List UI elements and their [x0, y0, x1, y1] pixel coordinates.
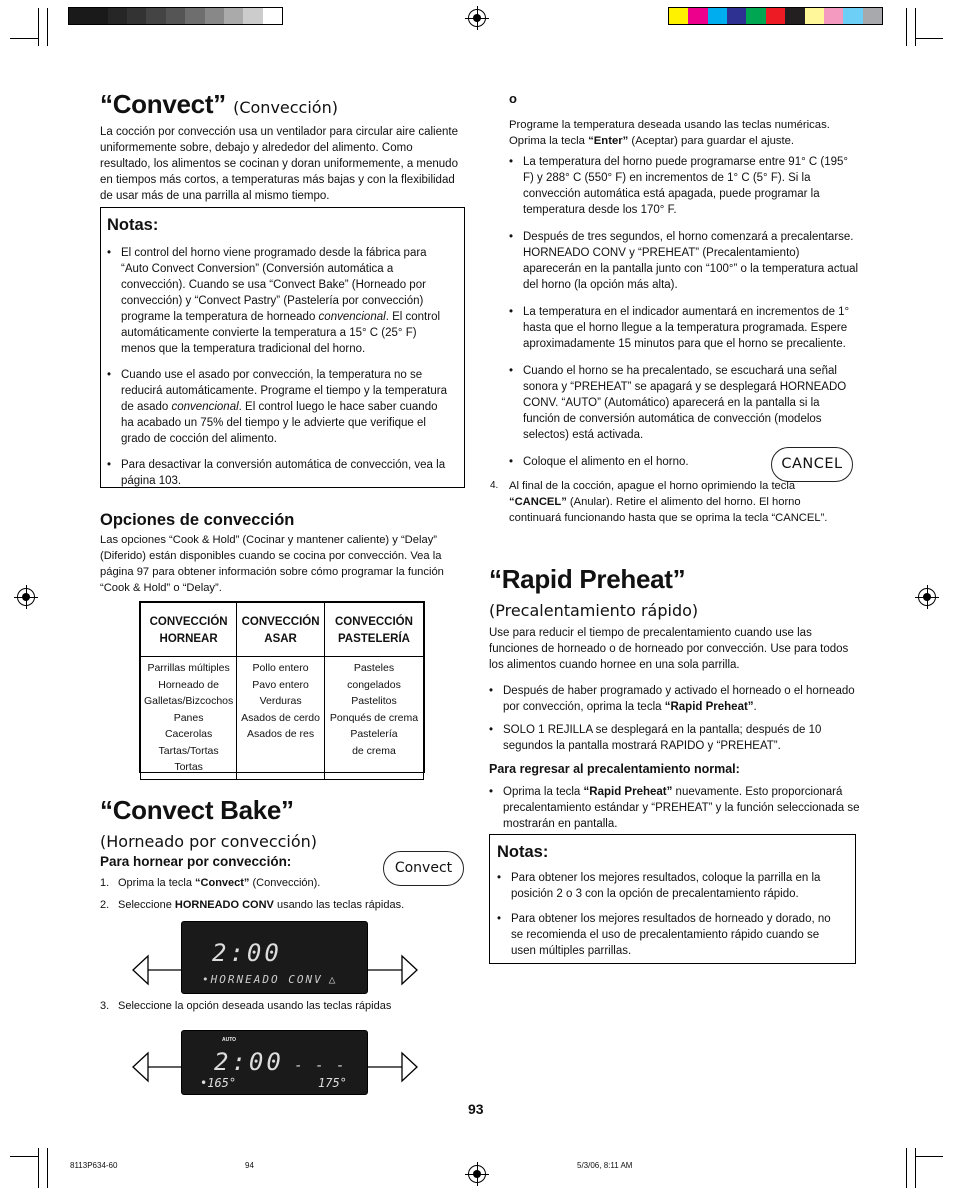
- cancel-key-label: CANCEL: [781, 456, 843, 473]
- footer-page: 94: [245, 1161, 254, 1170]
- rapid-bullet: • Oprima la tecla “Rapid Preheat” nuevamente. Esto proporcionará precalentamiento estándar y “PREHEAT” y la función seleccionada se mostrarán en pantalla.: [489, 784, 864, 832]
- right-intro: [509, 90, 859, 149]
- notas2-item: • Para obtener los mejores resultados de horneado y dorado, no se recomienda el uso de precalentamiento rápido cuando se usen múltiples parrillas.: [497, 911, 843, 959]
- color-swatch: [688, 8, 707, 24]
- rapid-intro: Use para reducir el tiempo de precalentamiento cuando use las funciones de horneado o de horneado por convección. Use para todos los alimentos cuando hornee en una sola parrilla.: [489, 626, 849, 671]
- rapid-preheat-section: [489, 561, 864, 839]
- cancel-key-icon: [771, 447, 853, 482]
- notas-item: • Cuando use el asado por convección, la temperatura no se reducirá automáticamente. Programe el tiempo y la temperatura de asado convencional. El control luego le hace saber cuando ha acabado un 75% del tiempo y le advierte que verifique el grado de cocción del alimento.: [107, 367, 452, 447]
- convect-bake-steps-1: [100, 875, 470, 919]
- color-swatch: [224, 8, 243, 24]
- opciones-title: Opciones de convección: [100, 511, 295, 529]
- convect-bake-heading: Para hornear por convección:: [100, 853, 292, 869]
- notas2-list: [497, 870, 843, 959]
- opciones-text: Las opciones “Cook & Hold” (Cocinar y mantener caliente) y “Delay” (Diferido) están disponibles cuando se cocina por convección. Vea la página 97 para obtener información sobre cómo programar la función “Cook & Hold” o “Delay”.: [100, 534, 444, 595]
- notas-item: • El control del horno viene programado desde la fábrica para “Auto Convect Conversion” (Conversión automática a convección). Cuando se usa “Convect Bake” (Horneado por convección) y “Convect Pastry” (Pastelería por convección) programe la temperatura de horneado convencional. El control automáticamente convierte la temperatura a 15° C (25° F) menos que la temperatura tradicional del horno.: [107, 245, 452, 357]
- convect-section: [100, 86, 462, 204]
- display-time: 2:00: [212, 939, 282, 967]
- color-swatch: [146, 8, 165, 24]
- color-swatch: [108, 8, 127, 24]
- table-column-hornear: [141, 657, 237, 780]
- oven-display-2: AUTO 2:00 - - - •165° 175°: [181, 1030, 368, 1095]
- table-cell-line: Cacerolas: [164, 728, 213, 740]
- footer-date: 5/3/06, 8:11 AM: [577, 1161, 633, 1170]
- preheat-bullet: • Después de tres segundos, el horno comenzará a precalentarse. HORNEADO CONV y “PREHEAT” (Precalentamiento) aparecerán en la pantalla junto con “100°” o la temperatura actual del horno (la opción más alta).: [509, 229, 859, 293]
- convect-key-label: Convect: [394, 859, 453, 876]
- color-swatch: [766, 8, 785, 24]
- table-cell-line: congelados: [347, 678, 401, 691]
- color-swatch: [205, 8, 224, 24]
- notas-title: Notas:: [107, 216, 159, 234]
- table-column-asar: [237, 657, 325, 780]
- enter-instructions: Programe la temperatura deseada usando las teclas numéricas. Oprima la tecla “Enter” (Aceptar) para guardar el ajuste.: [509, 119, 830, 148]
- color-swatch: [88, 8, 107, 24]
- return-heading: Para regresar al precalentamiento normal:: [489, 761, 740, 776]
- display-left-temp: 165°: [207, 1076, 237, 1090]
- table-cell-line: Parrillas múltiples: [147, 662, 230, 674]
- convect-bake-title: “Convect Bake”: [100, 795, 294, 825]
- table-cell-line: Horneado de: [158, 678, 219, 691]
- color-swatch: [166, 8, 185, 24]
- convect-bake-steps-2: [100, 998, 470, 1020]
- table-cell-line: Panes: [173, 711, 204, 724]
- display-auto-badge: AUTO: [222, 1037, 237, 1043]
- table-cell-line: Asados de cerdo: [241, 711, 320, 724]
- display-time: 2:00: [214, 1048, 284, 1076]
- color-swatch: [69, 8, 88, 24]
- table-cell-line: Verduras: [259, 695, 302, 707]
- notas2-item: • Para obtener los mejores resultados, coloque la parrilla en la posición 2 o 3 con la opción de precalentamiento rápido.: [497, 870, 843, 902]
- table-header: CONVECCIÓN ASAR: [237, 603, 325, 657]
- color-swatch: [746, 8, 765, 24]
- table-cell-line: Pastelería: [350, 728, 398, 740]
- color-swatch: [708, 8, 727, 24]
- options-table: [139, 601, 425, 773]
- rapid-bullet: • SOLO 1 REJILLA se desplegará en la pantalla; después de 10 segundos la pantalla mostrará RAPIDO y “PREHEAT”.: [489, 722, 864, 754]
- notas-list: [107, 245, 452, 489]
- rapid-subtitle: (Precalentamiento rápido): [489, 600, 699, 620]
- table-cell-line: Ponqués de crema: [329, 711, 419, 724]
- table-cell-line: Pasteles: [353, 662, 395, 674]
- table-cell-line: Tortas: [174, 761, 203, 773]
- color-swatch: [669, 8, 688, 24]
- step-4: 4. Al final de la cocción, apague el horno oprimiendo la tecla “CANCEL” (Anular). Retire el alimento del horno. El horno continuará funcionando hasta que se oprima la tecla “CANCEL”.: [490, 480, 828, 524]
- color-swatch: [824, 8, 843, 24]
- registration-mark-left: [17, 588, 35, 606]
- table-cell-line: Pavo entero: [252, 678, 309, 691]
- color-swatch: [805, 8, 824, 24]
- convect-bake-subtitle: (Horneado por convección): [100, 831, 318, 851]
- display-mode: HORNEADO CONV: [210, 973, 323, 986]
- color-swatch: [785, 8, 804, 24]
- color-swatch: [863, 8, 882, 24]
- convect-subtitle: (Convección): [233, 98, 338, 117]
- table-cell-line: Pollo entero: [252, 662, 309, 674]
- page-number: 93: [468, 1101, 484, 1117]
- grayscale-color-bar: [68, 7, 283, 25]
- rapid-bullet: • Después de haber programado y activado el horneado o el horneado por convección, oprima la tecla “Rapid Preheat”.: [489, 683, 864, 715]
- registration-mark-bottom: [468, 1165, 486, 1183]
- table-cell-line: de crema: [352, 744, 396, 757]
- preheat-bullet: • Cuando el horno se ha precalentado, se escuchará una señal sonora y “PREHEAT” se apagará y se desplegará HORNEADO CONV. “AUTO” (Automático) aparecerá en la pantalla si la función de conversión automática de convección (modelos selectos) está activada.: [509, 363, 859, 443]
- color-swatch: [127, 8, 146, 24]
- notas-box: [100, 207, 465, 488]
- color-swatch: [243, 8, 262, 24]
- preheat-bullet: • La temperatura en el indicador aumentará en incrementos de 1° hasta que el horno llegue a la temperatura programada. Espere aproximadamente 15 minutos para que el horno se precaliente.: [509, 304, 859, 352]
- preheat-bullet: • La temperatura del horno puede programarse entre 91° C (195° F) y 288° C (550° F) en incrementos de 1° C (5° F). Si la convección automática está apagada, puede programar la temperatura desde los 170° F.: [509, 154, 859, 218]
- color-swatch: [843, 8, 862, 24]
- convect-intro: La cocción por convección usa un ventilador para circular aire caliente uniformemente sobre, debajo y alrededor del alimento. Como resultado, los alimentos se cocinan y doran uniformemente, a menudo en tiempos más cortos, a temperaturas más bajas y con la flexibilidad de usar más de una parrilla al mismo tiempo.: [100, 125, 458, 202]
- step-item: 1. Oprima la tecla “Convect” (Convección).: [100, 877, 321, 889]
- oven-display-1: 2:00 •HORNEADO CONV △: [181, 921, 368, 994]
- o-label: o: [509, 91, 517, 106]
- color-swatch: [263, 8, 282, 24]
- table-cell-line: Galletas/Bizcochos: [143, 695, 234, 707]
- table-header: CONVECCIÓN HORNEAR: [141, 603, 237, 657]
- notas-box-2: [489, 834, 856, 964]
- table-column-pasteleria: [324, 657, 423, 780]
- preheat-bullets: [509, 154, 859, 472]
- notas-item: • Para desactivar la conversión automática de convección, vea la página 103.: [107, 457, 452, 489]
- rapid-title: “Rapid Preheat”: [489, 564, 686, 594]
- color-swatch: [185, 8, 204, 24]
- step-item: 2. Seleccione HORNEADO CONV usando las teclas rápidas.: [100, 899, 405, 911]
- step-item: 3. Seleccione la opción deseada usando las teclas rápidas: [100, 1000, 392, 1012]
- preheat-bullet: • Coloque el alimento en el horno.: [509, 454, 859, 470]
- process-color-bar: [668, 7, 883, 25]
- table-cell-line: Pastelitos: [351, 695, 397, 707]
- notas2-title: Notas:: [497, 843, 549, 861]
- table-header: CONVECCIÓN PASTELERÍA: [324, 603, 423, 657]
- convect-title: “Convect”: [100, 89, 226, 119]
- footer-code: 8113P634-60: [70, 1161, 118, 1170]
- registration-mark-right: [918, 588, 936, 606]
- table-cell-line: Tartas/Tortas: [158, 744, 219, 757]
- table-cell-line: Asados de res: [247, 728, 315, 740]
- color-swatch: [727, 8, 746, 24]
- registration-mark-top: [468, 9, 486, 27]
- display-right-temp: 175°: [318, 1076, 347, 1090]
- opciones-section: [100, 509, 462, 596]
